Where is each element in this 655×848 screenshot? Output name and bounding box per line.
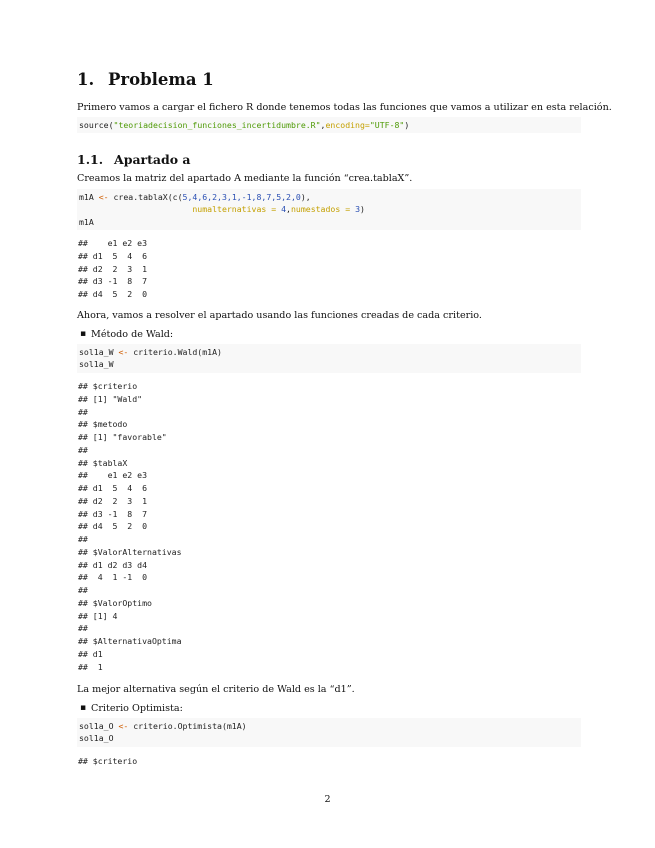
output-wald: ## $criterio ## [1] "Wald" ## ## $metodo ## [1] "favorable" ## ## $tablaX ## e1 e2 e3 ## d1 5 4 6 ## d2 2 3 1 ## d3 -1 8 7 ## d4 5 2 0 ## ## $ValorAlternativas ## d1 d2 d3 d4 ## 4 1 -1 0 ## ## $ValorOptimo ## [1] 4 ## ## $AlternativaOptima ## d1 ## 1 — [78, 381, 182, 672]
wald-bullet-item: ▪ Método de Wald: — [91, 328, 173, 341]
code-block-optimista: sol1a_O <- criterio.Optimista(m1A) sol1a_O — [77, 718, 581, 747]
output-optimista: ## $criterio — [78, 756, 138, 766]
wald-conclusion-paragraph: La mejor alternativa según el criterio de Wald es la “d1”. — [77, 684, 355, 695]
code-block-source: source("teoriadecision_funciones_incertidumbre.R",encoding="UTF-8") — [77, 117, 581, 133]
subsection-heading: 1.1. Apartado a — [77, 152, 191, 167]
code-block-wald: sol1a_W <- criterio.Wald(m1A) sol1a_W — [77, 344, 581, 373]
resolve-paragraph: Ahora, vamos a resolver el apartado usando las funciones creadas de cada criterio. — [77, 310, 482, 321]
code-block-crea-tabla: m1A <- crea.tablaX(c(5,4,6,2,3,1,-1,8,7,5,2,0), numalternativas = 4,numestados = 3) m1A — [77, 189, 581, 230]
matrix-paragraph: Creamos la matriz del apartado A mediante la función “crea.tablaX”. — [77, 173, 413, 184]
intro-paragraph: Primero vamos a cargar el fichero R donde tenemos todas las funciones que vamos a utilizar en esta relación. — [77, 102, 612, 113]
output-matrix: ## e1 e2 e3 ## d1 5 4 6 ## d2 2 3 1 ## d3 -1 8 7 ## d4 5 2 0 — [78, 238, 148, 299]
section-heading: 1. Problema 1 — [77, 70, 214, 89]
optimista-bullet-item: ▪ Criterio Optimista: — [91, 702, 183, 715]
page-number: 2 — [324, 794, 331, 805]
